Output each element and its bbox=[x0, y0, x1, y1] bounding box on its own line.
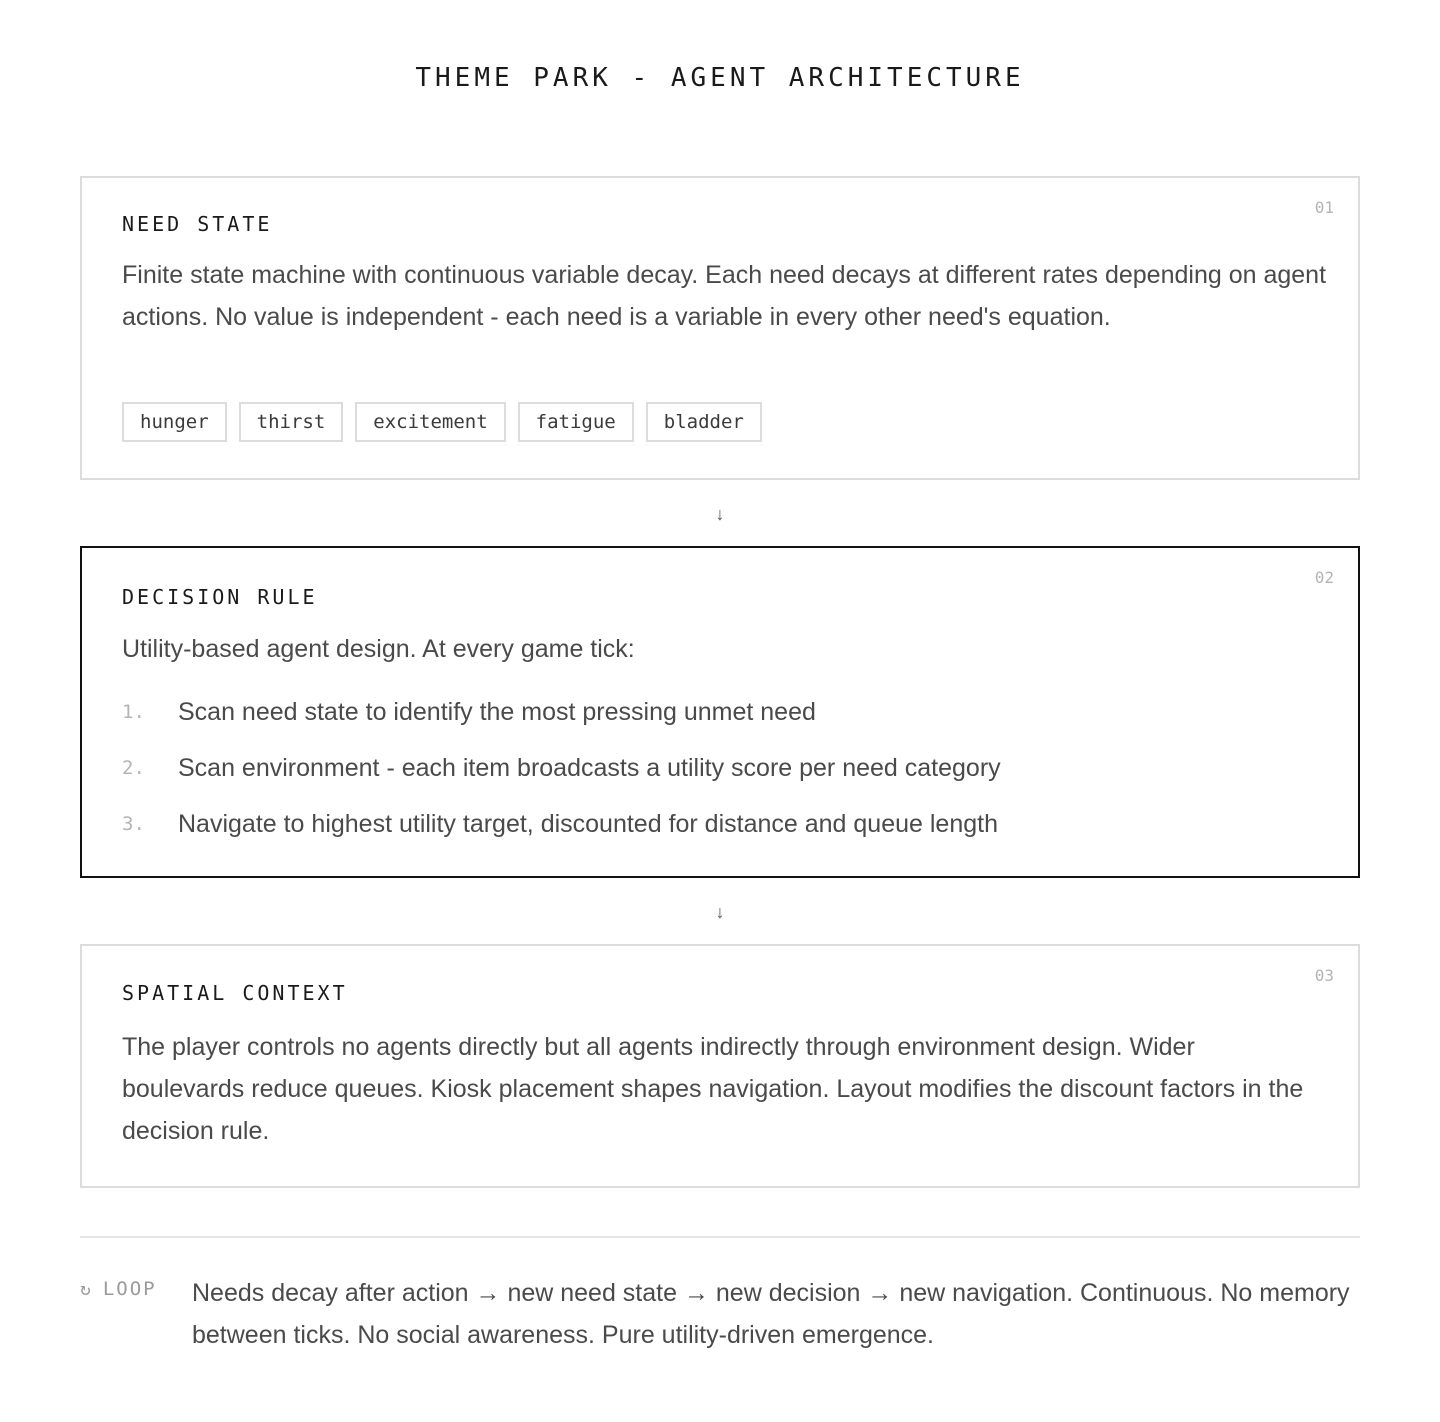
tag-excitement: excitement bbox=[355, 402, 505, 442]
list-item bbox=[122, 740, 1001, 796]
card-title: SPATIAL CONTEXT bbox=[122, 981, 348, 1005]
card-description: Finite state machine with continuous variable decay. Each need decays at different rates depending on agent actions. No value is independent - each need is a variable in every other need's equation. bbox=[122, 261, 1327, 331]
tag-bladder: bladder bbox=[646, 402, 762, 442]
loop-icon: ↻ bbox=[80, 1278, 93, 1300]
need-tags bbox=[122, 402, 762, 442]
decision-rule-card bbox=[80, 546, 1360, 878]
card-number: 03 bbox=[1314, 966, 1334, 985]
loop-label bbox=[80, 1278, 157, 1300]
card-title: DECISION RULE bbox=[122, 585, 318, 609]
tag-fatigue: fatigue bbox=[518, 402, 634, 442]
step-text: Navigate to highest utility target, discounted for distance and queue length bbox=[178, 809, 998, 838]
tag-hunger: hunger bbox=[122, 402, 227, 442]
step-number: 3. bbox=[122, 813, 145, 835]
need-state-card bbox=[80, 176, 1360, 480]
down-arrow-icon: ↓ bbox=[715, 504, 725, 524]
card-title: NEED STATE bbox=[122, 212, 273, 236]
card-number: 02 bbox=[1314, 568, 1334, 587]
card-description: Utility-based agent design. At every game tick: bbox=[122, 635, 635, 663]
step-text: Scan environment - each item broadcasts a utility score per need category bbox=[178, 753, 1001, 782]
loop-label-text: LOOP bbox=[102, 1278, 157, 1300]
down-arrow-icon: ↓ bbox=[715, 902, 725, 922]
decision-steps bbox=[122, 684, 1001, 852]
divider bbox=[80, 1236, 1360, 1238]
step-number: 2. bbox=[122, 757, 145, 779]
loop-description: Needs decay after action → new need state → new decision → new navigation. Continuous. No memory between ticks. No social awareness. Pure utility-driven emergence. bbox=[192, 1279, 1350, 1349]
step-text: Scan need state to identify the most pressing unmet need bbox=[178, 697, 816, 726]
step-number: 1. bbox=[122, 701, 145, 723]
list-item bbox=[122, 684, 1001, 740]
tag-thirst: thirst bbox=[239, 402, 344, 442]
list-item bbox=[122, 796, 1001, 852]
card-number: 01 bbox=[1314, 198, 1334, 217]
card-description: The player controls no agents directly but all agents indirectly through environment design. Wider boulevards reduce queues. Kiosk placement shapes navigation. Layout modifies the discount factors in the decision rule. bbox=[122, 1033, 1304, 1145]
page-title: THEME PARK - AGENT ARCHITECTURE bbox=[415, 63, 1025, 93]
spatial-context-card bbox=[80, 944, 1360, 1188]
